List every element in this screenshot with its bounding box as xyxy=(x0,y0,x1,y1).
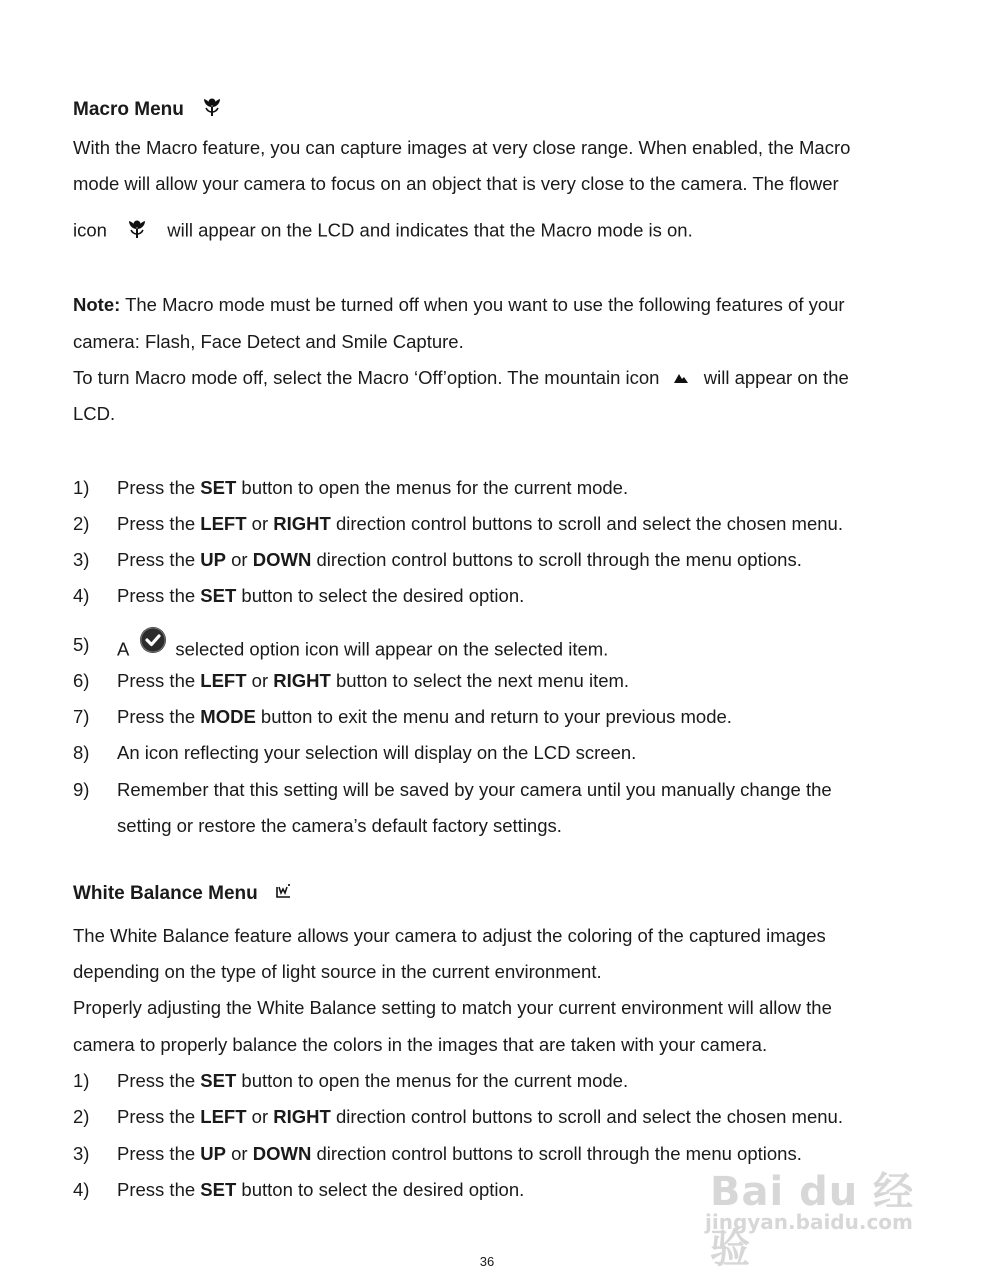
bold-term: UP xyxy=(200,549,226,570)
text-fragment: Press the xyxy=(117,1143,201,1164)
flower-icon xyxy=(126,218,148,245)
step-text xyxy=(117,670,629,692)
step-number: 9) xyxy=(73,779,90,800)
text-fragment: selected option icon will appear on the selected item. xyxy=(175,638,609,660)
text-fragment: direction control buttons to scroll and select the chosen menu. xyxy=(330,1106,843,1127)
step-number: 6) xyxy=(73,670,90,691)
wb-heading xyxy=(73,883,293,905)
bold-term: RIGHT xyxy=(273,1106,331,1127)
text-fragment: button to exit the menu and return to your previous mode. xyxy=(255,706,732,727)
bold-term: SET xyxy=(200,1070,237,1091)
step-number: 2) xyxy=(73,513,90,534)
wb-heading-text: White Balance Menu xyxy=(73,883,258,905)
watermark-logo-text: Bai du 经验 xyxy=(710,1169,915,1272)
text-fragment: A xyxy=(117,638,130,660)
text-fragment: Press the xyxy=(117,706,201,727)
text-fragment: Press the xyxy=(117,1070,201,1091)
bold-term: DOWN xyxy=(252,549,312,570)
text-fragment: Press the xyxy=(117,513,201,534)
text-fragment: direction control buttons to scroll through the menu options. xyxy=(311,1143,802,1164)
wb-paragraph-line: Properly adjusting the White Balance setting to match your current environment will allow the xyxy=(73,997,832,1018)
wb-paragraph-line: depending on the type of light source in the current environment. xyxy=(73,961,602,982)
bold-term: SET xyxy=(200,477,237,498)
step-number: 1) xyxy=(73,477,90,498)
bold-term: UP xyxy=(200,1143,226,1164)
text-fragment: or xyxy=(246,670,274,691)
watermark-url: jingyan.baidu.com xyxy=(705,1210,913,1234)
text-fragment: button to open the menus for the current mode. xyxy=(236,1070,629,1091)
step-text: An icon reflecting your selection will display on the LCD screen. xyxy=(117,742,637,763)
note-line: camera: Flash, Face Detect and Smile Capture. xyxy=(73,331,464,352)
bold-term: LEFT xyxy=(200,513,247,534)
step-number: 3) xyxy=(73,549,90,570)
text-fragment: or xyxy=(226,1143,253,1164)
text-fragment: or xyxy=(226,549,253,570)
step-text xyxy=(117,477,628,499)
bold-term: LEFT xyxy=(200,1106,247,1127)
bold-term: SET xyxy=(200,1179,237,1200)
macro-paragraph-line: mode will allow your camera to focus on an object that is very close to the camera. The flower xyxy=(73,173,839,194)
text-fragment: button to select the desired option. xyxy=(236,585,525,606)
baidu-watermark xyxy=(700,1160,940,1272)
bold-term: RIGHT xyxy=(273,513,331,534)
note-label: Note: xyxy=(73,294,121,315)
text-fragment: button to select the desired option. xyxy=(236,1179,525,1200)
mountain-icon xyxy=(673,368,689,390)
step-text: setting or restore the camera’s default factory settings. xyxy=(117,815,562,836)
text-fragment: Press the xyxy=(117,670,201,691)
step-text: Remember that this setting will be saved by your camera until you manually change the xyxy=(117,779,832,800)
text-fragment: Press the xyxy=(117,1106,201,1127)
text-fragment: direction control buttons to scroll and select the chosen menu. xyxy=(330,513,843,534)
text-fragment: icon xyxy=(73,219,107,241)
step-number: 8) xyxy=(73,742,90,763)
text-fragment: button to open the menus for the current mode. xyxy=(236,477,629,498)
text-fragment: Press the xyxy=(117,549,201,570)
text-fragment: Press the xyxy=(117,477,201,498)
step-number: 4) xyxy=(73,1179,90,1200)
text-fragment: button to select the next menu item. xyxy=(330,670,630,691)
bold-term: MODE xyxy=(200,706,256,727)
macro-heading-text: Macro Menu xyxy=(73,99,184,121)
step-text xyxy=(117,634,608,667)
white-balance-icon xyxy=(275,883,293,905)
step-number: 5) xyxy=(73,634,90,655)
macro-off-line: LCD. xyxy=(73,403,116,424)
text-fragment: The Macro mode must be turned off when you want to use the following features of your xyxy=(120,294,845,315)
step-number: 4) xyxy=(73,585,90,606)
wb-paragraph-line: The White Balance feature allows your camera to adjust the coloring of the captured images xyxy=(73,925,826,946)
step-text xyxy=(117,549,802,571)
text-fragment: or xyxy=(246,1106,274,1127)
note-line xyxy=(73,294,845,316)
step-text xyxy=(117,706,732,728)
step-text xyxy=(117,1179,524,1201)
bold-term: SET xyxy=(200,585,237,606)
text-fragment: will appear on the LCD and indicates that the Macro mode is on. xyxy=(167,219,693,241)
step-number: 7) xyxy=(73,706,90,727)
text-fragment: or xyxy=(246,513,274,534)
check-circle-icon xyxy=(139,626,167,659)
wb-paragraph-line: camera to properly balance the colors in the images that are taken with your camera. xyxy=(73,1034,768,1055)
macro-flower-icon xyxy=(201,96,223,124)
macro-paragraph-line xyxy=(73,218,693,245)
text-fragment: Press the xyxy=(117,585,201,606)
text-fragment: will appear on the xyxy=(703,367,849,388)
macro-off-line xyxy=(73,367,849,390)
step-text xyxy=(117,585,524,607)
macro-paragraph-line: With the Macro feature, you can capture images at very close range. When enabled, the Macro xyxy=(73,137,851,158)
bold-term: RIGHT xyxy=(273,670,331,691)
bold-term: DOWN xyxy=(252,1143,312,1164)
page-number: 36 xyxy=(479,1254,495,1269)
macro-heading xyxy=(73,96,223,124)
step-number: 1) xyxy=(73,1070,90,1091)
step-text xyxy=(117,513,843,535)
text-fragment: Press the xyxy=(117,1179,201,1200)
step-text xyxy=(117,1070,628,1092)
text-fragment: direction control buttons to scroll through the menu options. xyxy=(311,549,802,570)
step-number: 3) xyxy=(73,1143,90,1164)
text-fragment: To turn Macro mode off, select the Macro ‘Off’option. The mountain icon xyxy=(73,367,660,388)
bold-term: LEFT xyxy=(200,670,247,691)
step-text xyxy=(117,1106,843,1128)
step-number: 2) xyxy=(73,1106,90,1127)
